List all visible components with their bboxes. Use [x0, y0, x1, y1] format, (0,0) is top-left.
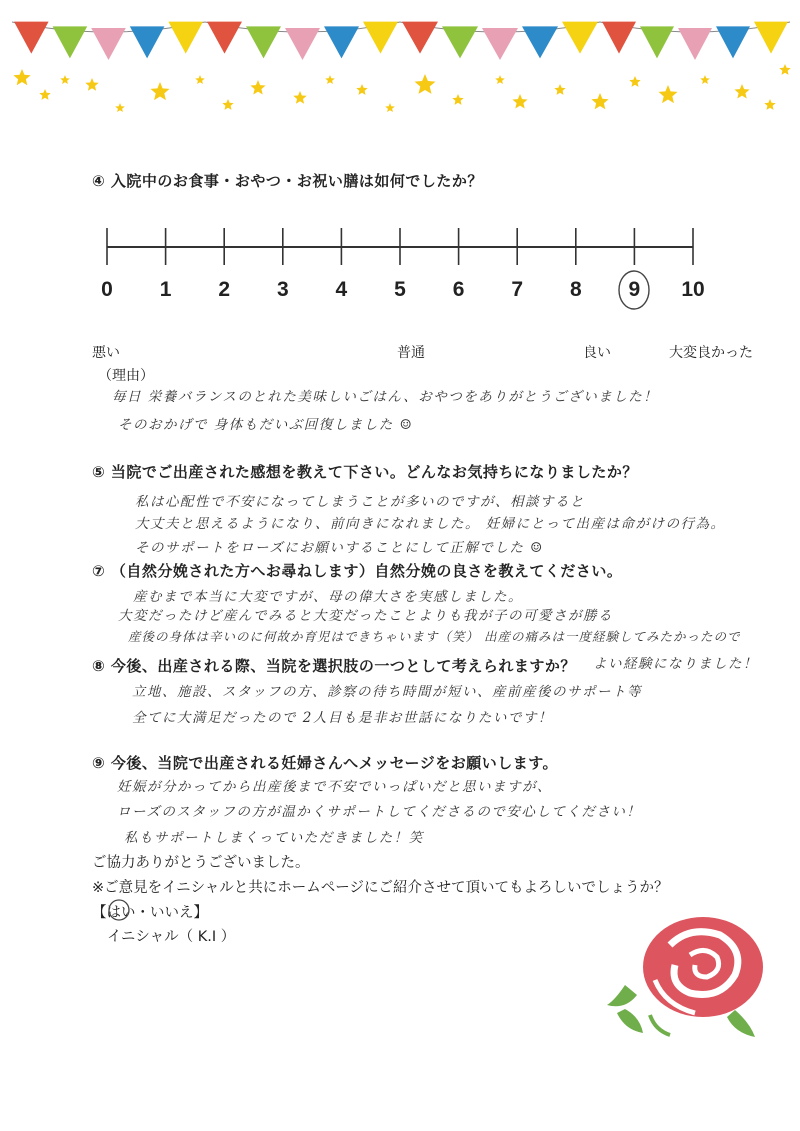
- scale-number: 10: [681, 278, 705, 301]
- q4-answer-line: 毎日 栄養バランスのとれた美味しいごはん、おやつをありがとうございました！: [112, 389, 659, 405]
- reason-label: （理由）: [98, 368, 154, 384]
- question-7-title: ⑦ （自然分娩された方へお尋ねします）自然分娩の良さを教えてください。: [92, 562, 623, 580]
- bunting-flag: [53, 26, 88, 58]
- q7-answer-line: 産後の身体は辛いのに何故か育児はできちゃいます（笑） 出産の痛みは一度経験してみたかったので: [128, 629, 741, 644]
- scale-label-normal: 普通: [397, 345, 425, 361]
- scale-number: 6: [452, 278, 465, 301]
- scale-label-good: 良い: [583, 345, 611, 361]
- bunting-flag: [602, 22, 636, 54]
- bunting-flag: [716, 26, 750, 58]
- thanks-text: ご協力ありがとうございました。: [92, 855, 310, 871]
- scale-number: 8: [569, 278, 582, 301]
- star-icon: [629, 76, 640, 87]
- scale-label-bad: 悪い: [92, 345, 120, 361]
- bunting-flag: [442, 26, 478, 58]
- bunting-flag: [14, 22, 49, 54]
- star-icon: [115, 103, 125, 112]
- star-icon: [764, 99, 775, 110]
- q5-answer-line: 大丈夫と思えるようになり、前向きになれました。 妊婦にとって出産は命がけの行為。: [135, 516, 726, 532]
- scale-number: 3: [276, 278, 289, 301]
- question-5-title: ⑤ 当院でご出産された感想を教えて下さい。どんなお気持ちになりましたか？: [92, 463, 638, 481]
- star-icon: [452, 94, 463, 105]
- scale-label-very-good: 大変良かった: [669, 345, 753, 361]
- bunting-flag: [246, 26, 281, 58]
- star-icon: [512, 94, 527, 109]
- bunting-flag: [324, 26, 359, 58]
- bunting-flag: [285, 28, 320, 60]
- selected-rating-circle: [614, 268, 654, 312]
- star-icon: [385, 103, 395, 112]
- star-icon: [554, 84, 565, 95]
- question-4-title: ④ 入院中のお食事・おやつ・お祝い膳は如何でしたか？: [92, 172, 483, 190]
- q9-answer-line: ローズのスタッフの方が温かくサポートしてくださるので安心してください！: [117, 804, 642, 820]
- bunting-flag: [562, 22, 598, 54]
- scale-number: 1: [159, 278, 172, 301]
- question-8-title: ⑧ 今後、出産される際、当院を選択肢の一つとして考えられますか？: [92, 657, 576, 675]
- bunting-flag: [207, 22, 242, 54]
- q4-answer-line: そのおかげで 身体もだいぶ回復しました ☺: [118, 417, 414, 433]
- star-icon: [325, 75, 335, 84]
- star-icon: [60, 75, 70, 84]
- star-icon: [39, 89, 50, 100]
- rose-illustration: [595, 905, 765, 1045]
- bunting-flag: [402, 22, 438, 54]
- scale-number: 2: [218, 278, 231, 301]
- q5-answer-line: 私は心配性で不安になってしまうことが多いのですが、相談すると: [135, 494, 585, 510]
- scale-number: 7: [511, 278, 524, 301]
- initial-field: イニシャル（ K.I ）: [107, 929, 236, 945]
- bunting-flag: [482, 28, 518, 60]
- bunting-flag: [754, 22, 788, 54]
- star-icon: [356, 84, 367, 95]
- star-icon: [495, 75, 505, 84]
- star-icon: [250, 80, 265, 95]
- bunting-flag: [363, 22, 398, 54]
- bunting-flag: [91, 28, 126, 60]
- star-icon: [659, 85, 678, 103]
- scale-number: 0: [101, 278, 113, 301]
- bunting-flag: [678, 28, 712, 60]
- scale-number: 9: [628, 278, 641, 301]
- consent-choice: 【はい・いいえ】: [92, 905, 208, 921]
- q8-answer-line: 全てに大満足だったので 2人目も是非お世話になりたいです！: [132, 710, 553, 726]
- homepage-request-text: ※ご意見をイニシャルと共にホームページにご紹介させて頂いてもよろしいでしょうか？: [92, 880, 669, 896]
- consent-yes-circle: [106, 897, 132, 923]
- star-icon: [734, 84, 749, 99]
- star-icon: [195, 75, 205, 84]
- bunting-flag: [168, 22, 203, 54]
- star-icon: [415, 74, 436, 94]
- star-icon: [222, 99, 233, 110]
- bunting-banner: [0, 0, 800, 125]
- question-9-title: ⑨ 今後、当院で出産される妊婦さんへメッセージをお願いします。: [92, 754, 559, 772]
- star-icon: [293, 91, 306, 104]
- q9-answer-line: 妊娠が分かってから出産後まで不安でいっぱいだと思いますが、: [117, 779, 552, 795]
- q7-answer-line: よい経験になりました！: [593, 656, 758, 672]
- scale-number: 4: [335, 278, 348, 301]
- q8-answer-line: 立地、施設、スタッフの方、診察の待ち時間が短い、産前産後のサポート等: [132, 684, 642, 700]
- bunting-flag: [522, 26, 558, 58]
- star-icon: [85, 78, 98, 91]
- star-icon: [591, 93, 608, 109]
- q9-answer-line: 私もサポートしまくっていただきました！笑: [124, 830, 424, 846]
- scale-number: 5: [394, 278, 406, 301]
- q7-answer-line: 産むまで本当に大変ですが、母の偉大さを実感しました。: [133, 589, 523, 605]
- bunting-flag: [130, 26, 165, 58]
- bunting-flag: [640, 26, 674, 58]
- star-icon: [779, 64, 790, 75]
- star-icon: [700, 75, 710, 84]
- q7-answer-line: 大変だったけど産んでみると大変だったことよりも我が子の可愛さが勝る: [118, 608, 613, 624]
- star-icon: [13, 69, 30, 85]
- rating-scale: [0, 215, 800, 275]
- star-icon: [151, 82, 170, 100]
- q5-answer-line: そのサポートをローズにお願いすることにして正解でした ☺: [135, 540, 544, 556]
